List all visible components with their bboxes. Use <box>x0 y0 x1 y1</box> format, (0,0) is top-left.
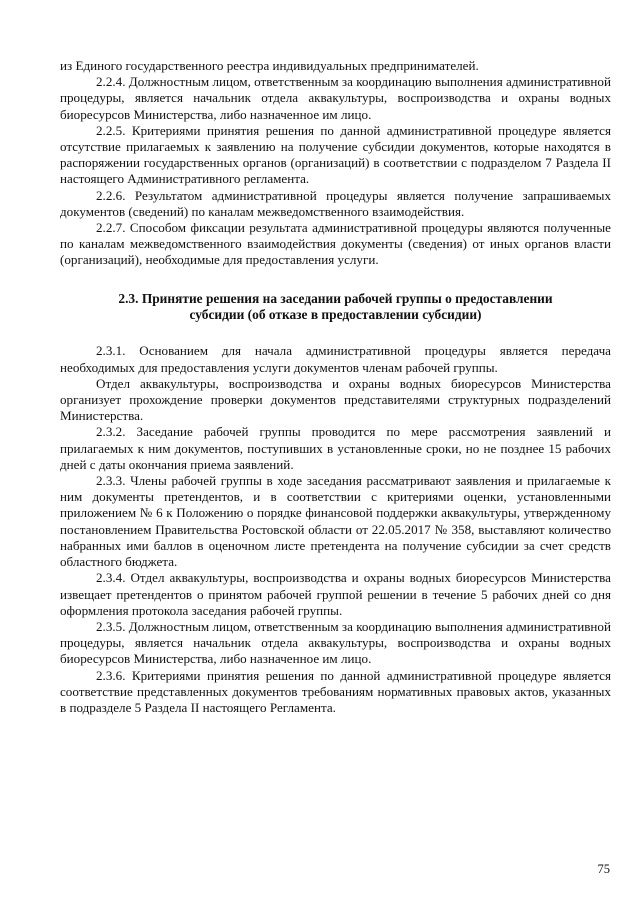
paragraph-2-2-5: 2.2.5. Критериями принятия решения по данной административной процедуре является отсутствие прилагаемых к заявлению на получение субсидии документов, которые находятся в распоряжении государственных органов (организаций) в соответствии с подразделом 7 Раздела II настоящего Административного регламента. <box>60 122 611 187</box>
paragraph-2-2-4: 2.2.4. Должностным лицом, ответственным за координацию выполнения административной процедуры, является начальник отдела аквакультуры, воспроизводства и охраны водных биоресурсов Министерства, либо назначенное им лицо. <box>60 74 611 122</box>
section-spacer <box>60 269 611 291</box>
paragraph-2-3-6: 2.3.6. Критериями принятия решения по данной административной процедуре является соответствие представленных документов требованиям нормативных правовых актов, указанных в подразделе 5 Раздела II настоящего Регламента. <box>60 667 611 715</box>
paragraph-2-2-7: 2.2.7. Способом фиксации результата административной процедуры являются полученные по каналам межведомственного взаимодействия документы (сведения) от иных органов власти (организаций), необходимые для предоставления услуги. <box>60 220 611 268</box>
paragraph-2-3-1-continued: Отдел аквакультуры, воспроизводства и охраны водных биоресурсов Министерства организует прохождение проверки документов представителями структурных подразделений Министерства. <box>60 375 611 424</box>
paragraph-continuation: из Единого государственного реестра индивидуальных предпринимателей. <box>60 58 479 73</box>
page-number: 75 <box>597 862 610 876</box>
paragraph-2-2-6: 2.2.6. Результатом административной процедуры является получение запрашиваемых документов (сведений) по каналам межведомственного взаимодействия. <box>60 187 611 219</box>
document-page <box>60 58 611 716</box>
paragraph-2-3-2: 2.3.2. Заседание рабочей группы проводится по мере рассмотрения заявлений и прилагаемых к ним документов, поступивших в установленные сроки, но не позднее 15 рабочих дней с даты окончания приема заявлений. <box>60 424 611 472</box>
paragraph-2-3-1: 2.3.1. Основанием для начала административной процедуры является передача необходимых для предоставления услуги документов членам рабочей группы. <box>60 343 611 375</box>
paragraph-2-3-3: 2.3.3. Члены рабочей группы в ходе заседания рассматривают заявления и прилагаемые к ним документы претендентов, и в соответствии с критериями оценки, установленными приложением № 6 к Положению о порядке финансовой поддержки аквакультуры, утвержденному постановлением Правительства Ростовской области от 22.05.2017 № 358, выставляют количество набранных ими баллов в оценочном листе претендента на получение субсидии за счет средств областного бюджета. <box>60 473 611 570</box>
paragraph-2-3-4: 2.3.4. Отдел аквакультуры, воспроизводства и охраны водных биоресурсов Министерства извещает претендентов о принятом рабочей группой решении в течение 5 рабочих дней со дня оформления протокола заседания рабочей группы. <box>60 570 611 618</box>
paragraph-2-3-5: 2.3.5. Должностным лицом, ответственным за координацию выполнения административной процедуры, является начальник отдела аквакультуры, воспроизводства и охраны водных биоресурсов Министерства, либо назначенное им лицо. <box>60 618 611 667</box>
section-heading-line-2: субсидии (об отказе в предоставлении субсидии) <box>189 307 482 323</box>
section-heading-line-1: 2.3. Принятие решения на заседании рабочей группы о предоставлении <box>118 290 553 306</box>
section-spacer <box>60 323 611 343</box>
section-heading <box>60 291 611 324</box>
